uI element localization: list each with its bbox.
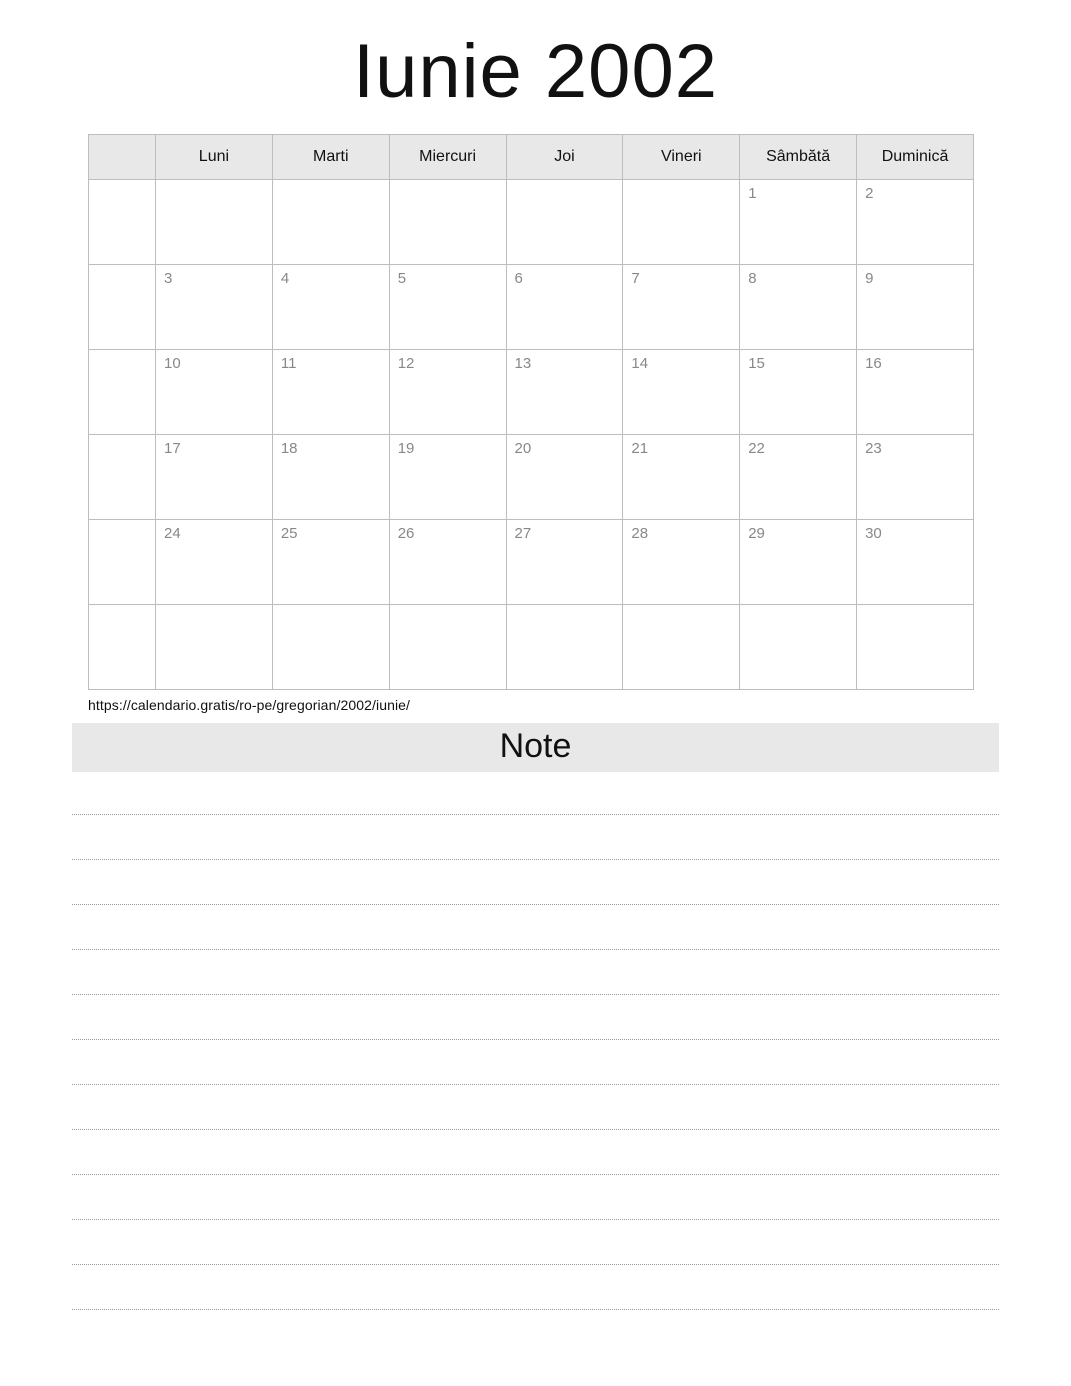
- note-line[interactable]: [72, 1220, 999, 1265]
- day-cell[interactable]: [156, 265, 273, 350]
- day-number: [390, 605, 506, 611]
- day-number: 22: [748, 440, 765, 457]
- day-number: 14: [631, 355, 649, 372]
- day-cell[interactable]: [156, 520, 273, 605]
- note-line[interactable]: [72, 815, 999, 860]
- calendar-body: [89, 180, 974, 690]
- day-cell[interactable]: [272, 265, 389, 350]
- day-number: 24: [164, 525, 181, 542]
- day-number: 23: [865, 440, 882, 457]
- day-number: 16: [865, 355, 882, 372]
- day-number: 12: [397, 355, 415, 372]
- day-number: 6: [514, 270, 523, 287]
- day-cell[interactable]: [740, 350, 857, 435]
- week-label-cell: [89, 350, 156, 435]
- day-cell[interactable]: [740, 265, 857, 350]
- day-number: [623, 605, 739, 611]
- day-number: 18: [280, 440, 298, 457]
- day-cell[interactable]: [506, 435, 623, 520]
- week-label-cell: [89, 520, 156, 605]
- day-cell[interactable]: [623, 350, 740, 435]
- day-cell[interactable]: [740, 605, 857, 690]
- day-number: [857, 605, 973, 611]
- day-cell[interactable]: [506, 350, 623, 435]
- note-line[interactable]: [72, 860, 999, 905]
- day-number: 8: [748, 270, 757, 287]
- calendar-week-row: [89, 605, 974, 690]
- note-line[interactable]: [72, 1175, 999, 1220]
- weekday-header-joi: Joi: [506, 135, 623, 180]
- day-number: 11: [280, 355, 297, 372]
- week-label-cell: [89, 605, 156, 690]
- day-number: [156, 605, 272, 611]
- day-number: 3: [164, 270, 173, 287]
- calendar-table: [88, 134, 974, 690]
- day-cell[interactable]: [740, 435, 857, 520]
- day-number: [273, 605, 389, 611]
- calendar-header-row: [89, 135, 974, 180]
- day-cell[interactable]: [623, 180, 740, 265]
- day-number: 1: [748, 185, 757, 202]
- calendar-week-row: [89, 350, 974, 435]
- day-cell[interactable]: [272, 350, 389, 435]
- weekday-header-duminica: Duminică: [857, 135, 974, 180]
- day-cell[interactable]: [506, 180, 623, 265]
- page-title: Iunie 2002: [353, 29, 718, 114]
- day-number: 10: [164, 355, 181, 372]
- day-cell[interactable]: [389, 180, 506, 265]
- day-cell[interactable]: [857, 520, 974, 605]
- day-number: [273, 180, 389, 186]
- day-cell[interactable]: [272, 520, 389, 605]
- day-cell[interactable]: [857, 180, 974, 265]
- day-cell[interactable]: [156, 350, 273, 435]
- weekday-header-miercuri: Miercuri: [389, 135, 506, 180]
- day-cell[interactable]: [506, 605, 623, 690]
- note-line[interactable]: [72, 995, 999, 1040]
- week-label-cell: [89, 180, 156, 265]
- day-number: [507, 180, 623, 186]
- day-number: 29: [748, 525, 765, 542]
- day-cell[interactable]: [389, 605, 506, 690]
- day-cell[interactable]: [156, 435, 273, 520]
- day-number: [156, 180, 272, 186]
- weekday-header-sambata: Sâmbătă: [740, 135, 857, 180]
- day-cell[interactable]: [857, 265, 974, 350]
- note-line[interactable]: [72, 1040, 999, 1085]
- day-number: 19: [397, 440, 415, 457]
- day-number: 13: [514, 355, 532, 372]
- day-number: 15: [748, 355, 765, 372]
- day-cell[interactable]: [389, 520, 506, 605]
- day-cell[interactable]: [156, 180, 273, 265]
- day-number: 26: [397, 525, 415, 542]
- day-cell[interactable]: [272, 180, 389, 265]
- day-number: 7: [631, 270, 640, 287]
- week-label-cell: [89, 435, 156, 520]
- calendar-week-row: [89, 435, 974, 520]
- source-url[interactable]: https://calendario.gratis/ro-pe/gregorian/2002/iunie/: [88, 697, 411, 713]
- calendar-week-row: [89, 180, 974, 265]
- day-cell[interactable]: [623, 605, 740, 690]
- day-cell[interactable]: [389, 265, 506, 350]
- day-cell[interactable]: [506, 520, 623, 605]
- day-number: 20: [514, 440, 532, 457]
- day-cell[interactable]: [740, 180, 857, 265]
- notes-section: [72, 723, 999, 1310]
- note-line[interactable]: [72, 1085, 999, 1130]
- day-cell[interactable]: [623, 265, 740, 350]
- day-number: 4: [280, 270, 290, 287]
- day-cell[interactable]: [857, 605, 974, 690]
- calendar-week-row: [89, 265, 974, 350]
- day-cell[interactable]: [623, 435, 740, 520]
- day-cell[interactable]: [857, 435, 974, 520]
- day-cell[interactable]: [740, 520, 857, 605]
- day-number: [740, 605, 856, 611]
- calendar-week-row: [89, 520, 974, 605]
- note-line[interactable]: [72, 772, 999, 815]
- day-number: 2: [865, 185, 874, 202]
- day-number: 25: [280, 525, 298, 542]
- day-number: 21: [631, 440, 649, 457]
- calendar-container: [88, 134, 975, 690]
- day-cell[interactable]: [389, 350, 506, 435]
- day-cell[interactable]: [857, 350, 974, 435]
- day-cell[interactable]: [272, 435, 389, 520]
- day-cell[interactable]: [389, 435, 506, 520]
- note-line[interactable]: [72, 1265, 999, 1310]
- week-label-cell: [89, 265, 156, 350]
- weekday-header-marti: Marti: [272, 135, 389, 180]
- note-line[interactable]: [72, 1130, 999, 1175]
- day-number: 5: [397, 270, 407, 287]
- notes-title: Note: [72, 723, 999, 772]
- note-line[interactable]: [72, 950, 999, 995]
- day-number: 28: [631, 525, 649, 542]
- day-number: [390, 180, 506, 186]
- weekday-header-vineri: Vineri: [623, 135, 740, 180]
- day-number: 27: [514, 525, 532, 542]
- day-number: [507, 605, 623, 611]
- calendar-corner-cell: [89, 135, 156, 180]
- day-number: 9: [865, 270, 874, 287]
- day-cell[interactable]: [156, 605, 273, 690]
- day-cell[interactable]: [623, 520, 740, 605]
- day-cell[interactable]: [272, 605, 389, 690]
- day-number: [623, 180, 739, 186]
- day-number: 17: [164, 440, 181, 457]
- weekday-header-luni: Luni: [156, 135, 273, 180]
- day-number: 30: [865, 525, 882, 542]
- day-cell[interactable]: [506, 265, 623, 350]
- note-line[interactable]: [72, 905, 999, 950]
